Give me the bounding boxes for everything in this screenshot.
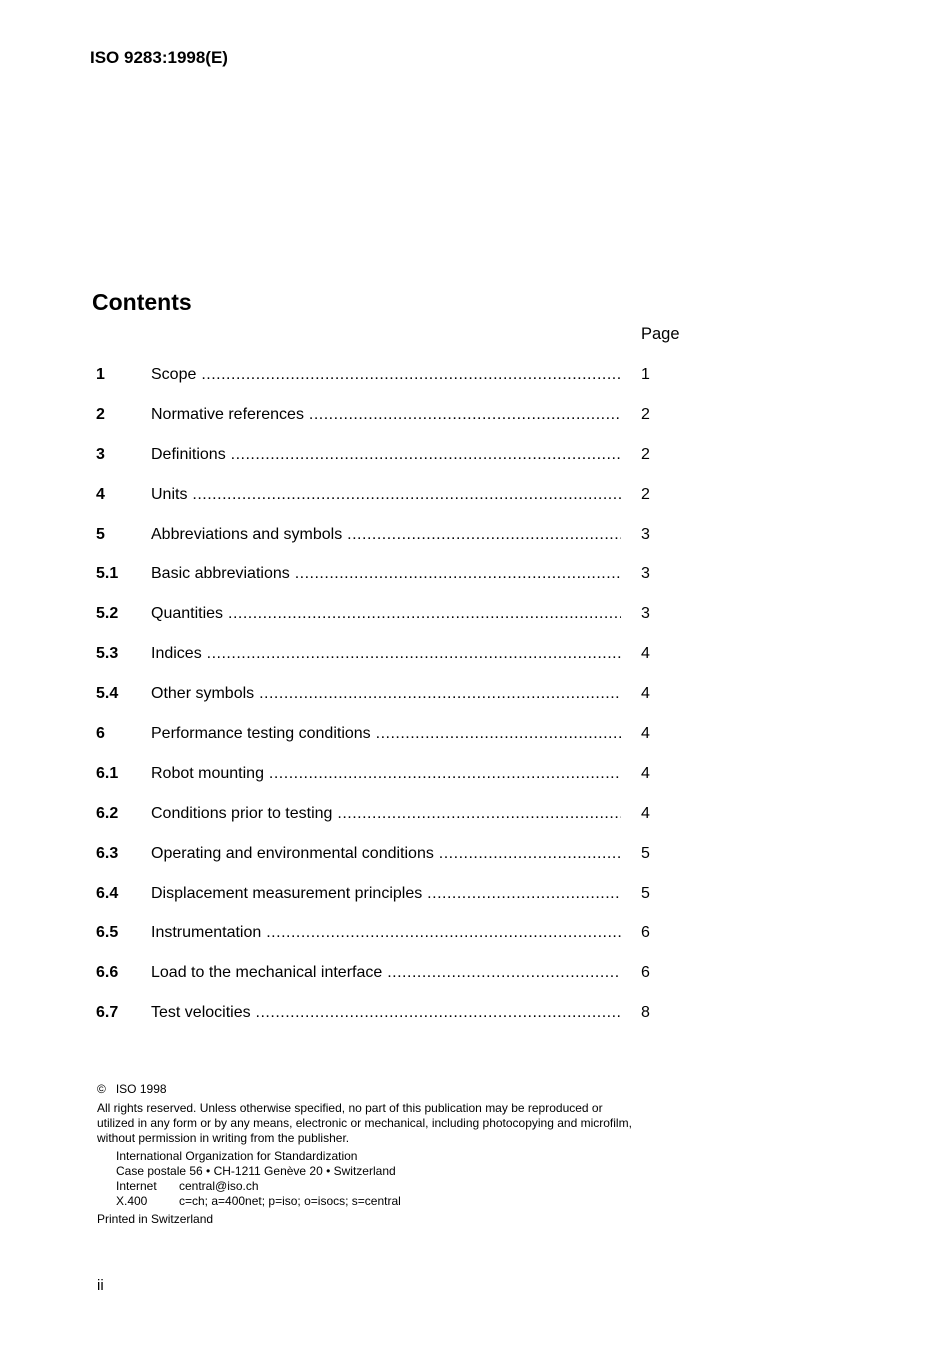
toc-entry (96, 442, 696, 482)
toc-entry-title: Other symbols ..... (151, 685, 621, 703)
internet-label: Internet (116, 1179, 157, 1193)
internet-address: central@iso.ch (179, 1179, 259, 1193)
toc-entry-page: 4 (641, 645, 650, 663)
copyright-holder: ISO 1998 (115, 1082, 167, 1096)
toc-entry-title: Robot mounting ..... (151, 765, 621, 783)
toc-entry-title: Conditions prior to testing ..... (151, 805, 621, 823)
toc-entry-page: 4 (641, 764, 650, 782)
x400-label: X.400 (116, 1194, 148, 1208)
printed-in: Printed in Switzerland (97, 1212, 214, 1226)
toc-entry-number: 5.1 (96, 565, 119, 583)
toc-entry (96, 641, 696, 681)
page-number: ii (97, 1277, 104, 1294)
toc-entry-number: 6 (96, 725, 105, 743)
contents-heading: Contents (92, 289, 192, 315)
toc-entry-number: 5.3 (96, 645, 119, 663)
toc-entry-title: Operating and environmental conditions ..... (151, 845, 621, 863)
toc-entry (96, 761, 696, 801)
toc-entry-page: 1 (641, 366, 650, 383)
toc-entry-number: 4 (96, 485, 105, 503)
toc-entry-number: 6.5 (96, 924, 119, 942)
toc-entry-number: 2 (96, 405, 105, 423)
internet-row (116, 1179, 637, 1194)
toc-entry-number: 6.3 (96, 844, 119, 862)
toc-entry (96, 1000, 696, 1040)
toc-entry (96, 402, 696, 442)
toc-entry (96, 721, 696, 761)
toc-entry (96, 841, 696, 881)
toc-entry (96, 601, 696, 641)
toc-entry-page: 4 (641, 725, 650, 743)
publisher-address (116, 1149, 637, 1209)
toc-entry-title: Abbreviations and symbols ..... (151, 526, 621, 544)
toc-entry-number: 6.1 (96, 764, 119, 782)
toc-entry-page: 2 (641, 445, 650, 463)
toc-entry-page: 6 (641, 924, 650, 942)
postal-address: Case postale 56 • CH-1211 Genève 20 • Switzerland (116, 1164, 396, 1178)
toc-entry-number: 5 (96, 525, 105, 543)
toc-entry-page: 3 (641, 525, 650, 543)
toc-entry-page: 2 (641, 405, 650, 423)
toc-entry-page: 4 (641, 804, 650, 822)
toc-entry-page: 6 (641, 964, 650, 982)
toc-entry-number: 5.4 (96, 685, 119, 703)
toc-entry-number: 6.7 (96, 1004, 119, 1022)
toc-entry-title: Indices ..... (151, 645, 621, 663)
toc-entry-title: Displacement measurement principles ..... (151, 885, 621, 903)
toc-entry-page: 8 (641, 1004, 650, 1022)
x400-address: c=ch; a=400net; p=iso; o=isocs; s=central (179, 1194, 401, 1208)
toc-entry-page: 2 (641, 485, 650, 503)
toc-entry-page: 5 (641, 844, 650, 862)
toc-entry (96, 681, 696, 721)
toc-entry-title: Normative references ..... (151, 406, 621, 424)
toc-entry-number: 6.4 (96, 884, 119, 902)
toc-entry (96, 561, 696, 601)
toc-entry-title: Basic abbreviations ..... (151, 565, 621, 583)
toc-entry (96, 881, 696, 921)
document-id: ISO 9283:1998(E) (90, 48, 228, 67)
toc-entry (96, 801, 696, 841)
toc-entry-title: Units ..... (151, 486, 621, 504)
toc-entry-title: Instrumentation ..... (151, 924, 621, 942)
toc-entry-page: 3 (641, 605, 650, 623)
copyright-block (97, 1082, 637, 1227)
toc-entry-page: 3 (641, 565, 650, 583)
toc-entry-title: Load to the mechanical interface ..... (151, 964, 621, 982)
toc-entry-title: Scope ..... (151, 366, 621, 384)
toc-entry-title: Definitions ..... (151, 446, 621, 464)
toc-entry-number: 6.6 (96, 964, 119, 982)
rights-statement: All rights reserved. Unless otherwise specified, no part of this publication may be reproduced or utilized in any form or by any means, electronic or mechanical, including photocopying and microfilm, without permission in writing from the publisher. (97, 1101, 632, 1145)
x400-row (116, 1194, 637, 1209)
page-column-label: Page (641, 325, 680, 343)
toc-entry (96, 960, 696, 1000)
toc-entry (96, 362, 696, 402)
toc-entry (96, 482, 696, 522)
toc-entry-title: Test velocities ..... (151, 1004, 621, 1022)
toc-entry-page: 4 (641, 685, 650, 703)
toc-entry (96, 522, 696, 562)
toc-entry-title: Performance testing conditions ..... (151, 725, 621, 743)
toc-entry-number: 6.2 (96, 804, 119, 822)
toc-entry-number: 3 (96, 445, 105, 463)
copyright-icon: © (97, 1082, 106, 1096)
toc-entry-number: 1 (96, 366, 105, 383)
organization-name: International Organization for Standardization (116, 1149, 358, 1163)
table-of-contents (96, 362, 696, 1040)
toc-entry (96, 920, 696, 960)
toc-entry-title: Quantities ..... (151, 605, 621, 623)
toc-entry-page: 5 (641, 884, 650, 902)
toc-entry-number: 5.2 (96, 605, 119, 623)
